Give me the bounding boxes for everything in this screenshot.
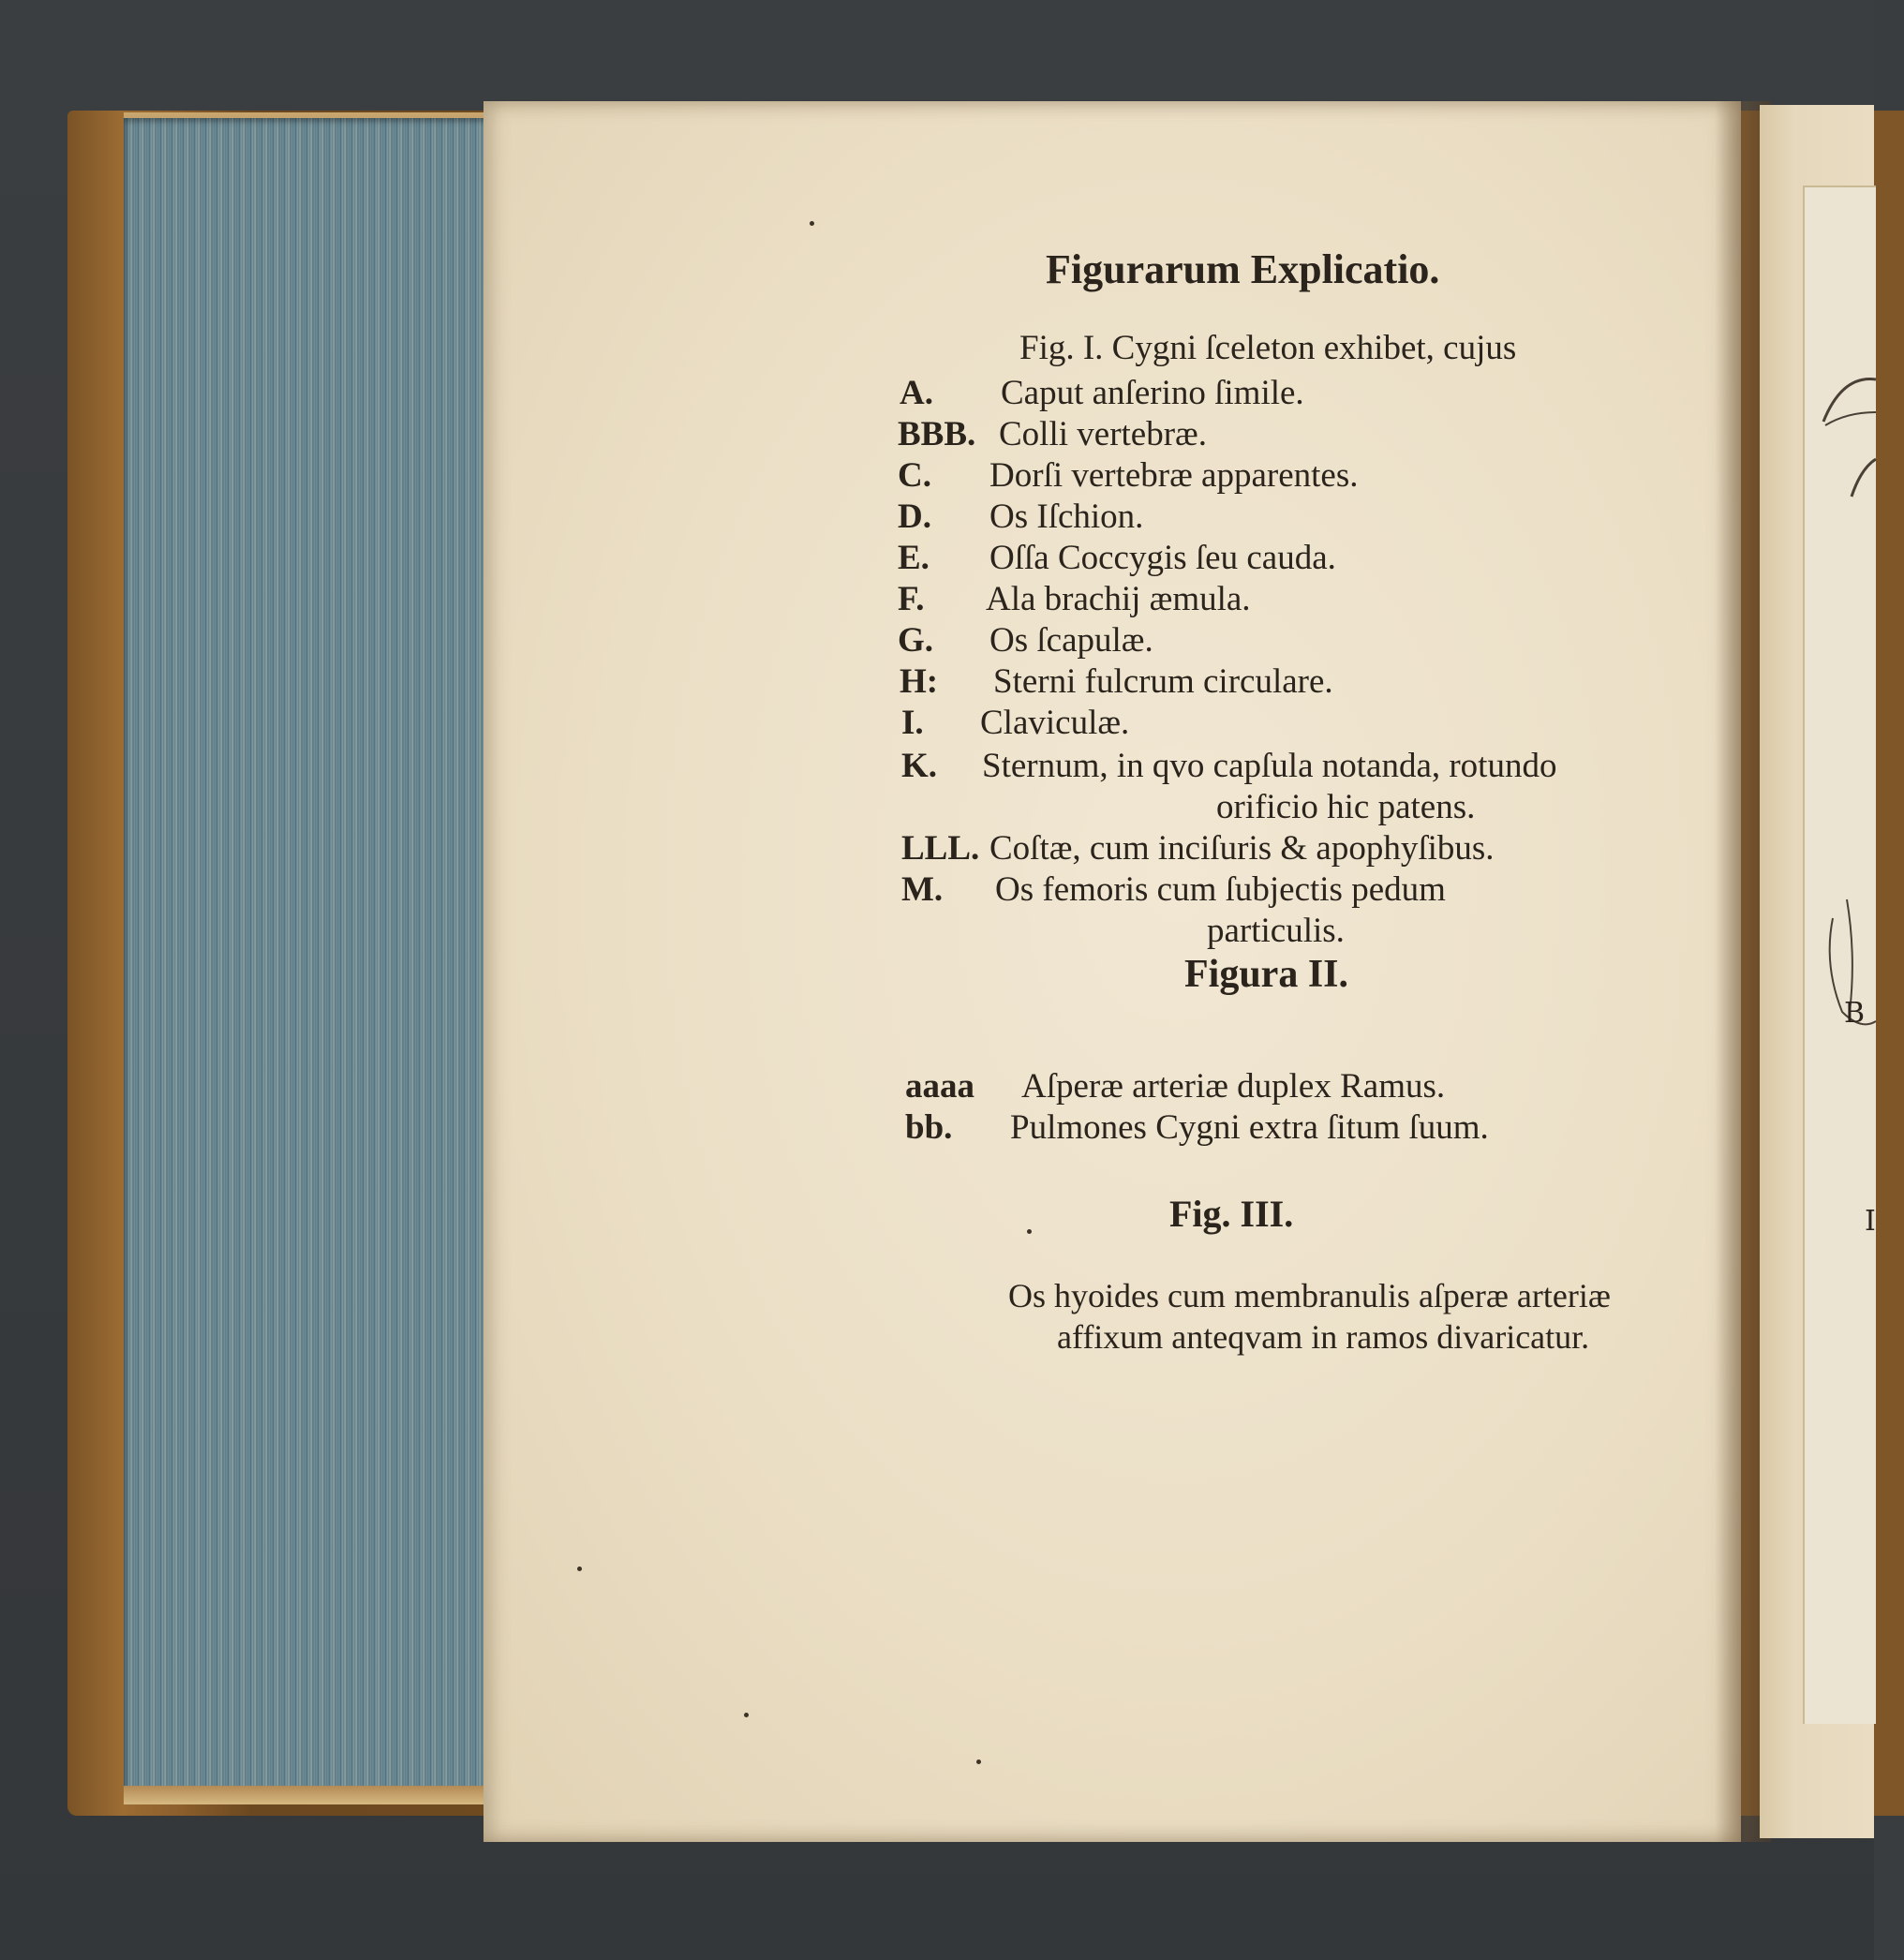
entry-text: Os femoris cum ſubjectis pedum [995, 870, 1446, 909]
entry-text: Os Iſchion. [989, 497, 1144, 536]
entry-text: Aſperæ arteriæ duplex Ramus. [1021, 1067, 1446, 1106]
entry-text: Caput anſerino ſimile. [1001, 374, 1304, 412]
paper-speck [577, 1567, 582, 1571]
entry-label: aaaa [905, 1067, 974, 1106]
entry-text: Colli vertebræ. [999, 415, 1207, 453]
entry-label: LLL. [901, 829, 980, 868]
entry-text: Oſſa Coccygis ſeu cauda. [989, 539, 1336, 577]
figure2-heading: Figura II. [1184, 953, 1349, 996]
figure1-intro: Fig. I. Cygni ſceleton exhibet, cujus [1019, 329, 1517, 367]
plate-letter-i: I [1865, 1205, 1876, 1238]
entry-text: Coſtæ, cum inciſuris & apophyſibus. [989, 829, 1495, 868]
paper-speck [810, 221, 814, 226]
entry-label: E. [898, 539, 930, 577]
figure3-text-line1: Os hyoides cum membranulis aſperæ arteriæ [1008, 1277, 1611, 1314]
entry-label: K. [901, 747, 938, 785]
page-title: Figurarum Explicatio. [1046, 246, 1440, 292]
entry-label: D. [898, 497, 931, 536]
entry-text: Dorſi vertebræ apparentes. [989, 456, 1359, 495]
entry-label: I. [901, 704, 924, 742]
figure3-heading: Fig. III. [1169, 1193, 1294, 1235]
paper-speck [744, 1713, 749, 1717]
entry-label: G. [898, 621, 934, 660]
paper-speck [976, 1760, 981, 1764]
entry-text: Sternum, in qvo capſula notanda, rotundo [982, 747, 1557, 785]
entry-label: bb. [905, 1108, 953, 1147]
entry-text: Pulmones Cygni extra ſitum ſuum. [1010, 1108, 1489, 1147]
entry-label: A. [900, 374, 933, 412]
plate-drawing [1805, 187, 1876, 1724]
entry-text: Ala brachij æmula. [986, 580, 1251, 618]
entry-label: M. [901, 870, 944, 909]
page-block-edge [124, 118, 491, 1801]
entry-continuation: particulis. [1207, 912, 1345, 950]
entry-text: Claviculæ. [980, 704, 1130, 742]
entry-label: BBB. [898, 415, 976, 453]
entry-text: Sterni fulcrum circulare. [993, 662, 1333, 701]
paper-speck [1027, 1229, 1032, 1234]
entry-text: Os ſcapulæ. [989, 621, 1153, 660]
plate-letter-b: B [1844, 997, 1866, 1030]
entry-label: C. [898, 456, 931, 495]
entry-continuation: orificio hic patens. [1216, 788, 1476, 826]
page-block-bottom [124, 1786, 491, 1804]
entry-label: F. [898, 580, 925, 618]
engraved-plate [1803, 186, 1876, 1724]
figure3-text-line2: affixum anteqvam in ramos divaricatur. [1057, 1318, 1590, 1356]
entry-label: H: [900, 662, 939, 701]
